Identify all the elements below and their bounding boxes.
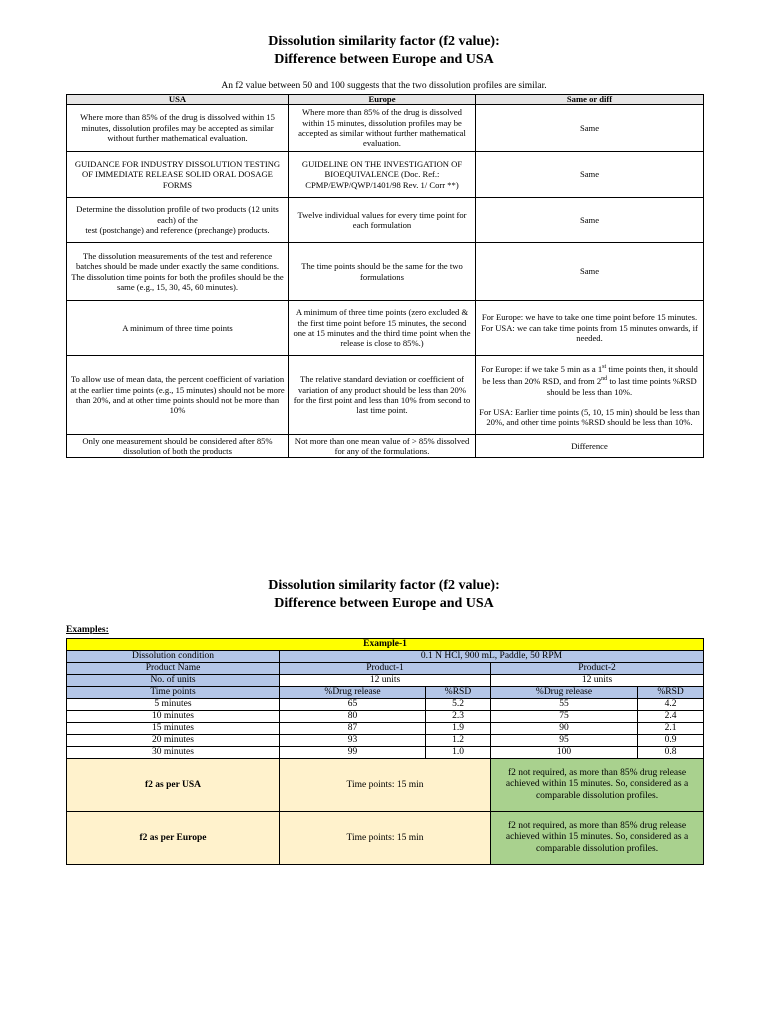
product-2-rsd-header: %RSD [638, 687, 704, 699]
product-1-rsd: 5.2 [426, 699, 491, 711]
comparison-table [66, 94, 704, 458]
product-2-release: 55 [491, 699, 638, 711]
example-title-row [67, 639, 704, 651]
usa-cell: The dissolution measurements of the test and reference batches should be made under exactly the same conditions. The dissolution time points for both the profiles should be the same (e.g., 15, 30, 45, 60 minutes). [67, 243, 289, 301]
table-row [67, 699, 704, 711]
f2-europe-label: f2 as per Europe [67, 812, 280, 865]
product-2-name: Product-2 [491, 663, 704, 675]
usa-cell: To allow use of mean data, the percent coefficient of variation at the earlier time points (e.g., 15 minutes) should not be more than 20%, and at other time points should not be more than 10% [67, 356, 289, 435]
product-1-rsd: 1.9 [426, 723, 491, 735]
f2-usa-timepoints: Time points: 15 min [280, 759, 491, 812]
product-2-release: 90 [491, 723, 638, 735]
f2-europe-timepoints: Time points: 15 min [280, 812, 491, 865]
example-title: Example-1 [67, 639, 704, 651]
product-2-rsd: 2.1 [638, 723, 704, 735]
time-point: 10 minutes [67, 711, 280, 723]
product-1-release-header: %Drug release [280, 687, 426, 699]
table-row [67, 152, 704, 198]
usa-cell: Determine the dissolution profile of two products (12 units each) of the test (postchange) and reference (prechange) products. [67, 198, 289, 243]
product-1-release: 65 [280, 699, 426, 711]
f2-europe-row [67, 812, 704, 865]
time-point: 15 minutes [67, 723, 280, 735]
f2-usa-conclusion: f2 not required, as more than 85% drug release achieved within 15 minutes. So, considered as a comparable dissolution profiles. [491, 759, 704, 812]
column-header-row [67, 687, 704, 699]
usa-cell: A minimum of three time points [67, 301, 289, 356]
product-1-release: 99 [280, 747, 426, 759]
table-row [67, 711, 704, 723]
table-row [67, 735, 704, 747]
f2-note: An f2 value between 50 and 100 suggests that the two dissolution profiles are similar. [221, 81, 547, 91]
product-1-name: Product-1 [280, 663, 491, 675]
diff-usa-note: For USA: Earlier time points (5, 10, 15 min) should be less than 20%, and other time points %RSD should be less than 10%. [479, 407, 700, 428]
product-1-rsd: 1.0 [426, 747, 491, 759]
examples-label: Examples: [66, 625, 109, 635]
time-points-label: Time points [67, 687, 280, 699]
header-same-or-diff: Same or diff [476, 95, 704, 105]
header-usa: USA [67, 95, 289, 105]
product-2-rsd: 0.9 [638, 735, 704, 747]
time-point: 20 minutes [67, 735, 280, 747]
diff-europe-note: For Europe: if we take 5 min as a 1st time points then, it should be less than 20% RSD, and from 2nd to last time points %RSD should be less than 10%. [481, 363, 698, 397]
product-2-rsd: 4.2 [638, 699, 704, 711]
dissolution-condition-value: 0.1 N HCl, 900 mL, Paddle, 50 RPM [280, 651, 704, 663]
product-2-rsd: 0.8 [638, 747, 704, 759]
europe-cell: A minimum of three time points (zero excluded & the first time point before 15 minutes, the second one at 15 minutes and the third time point when the release is close to 85%.) [289, 301, 476, 356]
product-1-release: 80 [280, 711, 426, 723]
diff-cell: Same [476, 105, 704, 152]
units-label: No. of units [67, 675, 280, 687]
product-2-release: 95 [491, 735, 638, 747]
product-name-label: Product Name [67, 663, 280, 675]
diff-cell: Same [476, 198, 704, 243]
product-2-release-header: %Drug release [491, 687, 638, 699]
diff-cell: Same [476, 152, 704, 198]
example-table [66, 638, 704, 865]
table-row [67, 356, 704, 435]
table-row [67, 105, 704, 152]
usa-cell: Only one measurement should be considered after 85% dissolution of both the products [67, 435, 289, 458]
table-row [67, 198, 704, 243]
product-2-release: 75 [491, 711, 638, 723]
usa-cell: GUIDANCE FOR INDUSTRY DISSOLUTION TESTING OF IMMEDIATE RELEASE SOLID ORAL DOSAGE FORMS [67, 152, 289, 198]
header-europe: Europe [289, 95, 476, 105]
product-2-units: 12 units [491, 675, 704, 687]
title-line-2: Difference between Europe and USA [274, 596, 494, 611]
diff-cell: Difference [476, 435, 704, 458]
europe-cell: GUIDELINE ON THE INVESTIGATION OF BIOEQUIVALENCE (Doc. Ref.: CPMP/EWP/QWP/1401/98 Rev. 1/ Corr **) [289, 152, 476, 198]
europe-cell: The relative standard deviation or coefficient of variation of any product should be less than 20% for the first point and less than 10% from second to last time point. [289, 356, 476, 435]
units-row [67, 675, 704, 687]
europe-cell: Not more than one mean value of > 85% dissolved for any of the formulations. [289, 435, 476, 458]
product-1-release: 87 [280, 723, 426, 735]
product-1-units: 12 units [280, 675, 491, 687]
usa-cell: Where more than 85% of the drug is dissolved within 15 minutes, dissolution profiles may be accepted as similar without further mathematical evaluation. [67, 105, 289, 152]
europe-cell: Twelve individual values for every time point for each formulation [289, 198, 476, 243]
title-line-1: Dissolution similarity factor (f2 value): [268, 578, 500, 593]
time-point: 30 minutes [67, 747, 280, 759]
product-1-rsd-header: %RSD [426, 687, 491, 699]
table-row [67, 435, 704, 458]
title-line-1: Dissolution similarity factor (f2 value): [268, 34, 500, 49]
table-row [67, 243, 704, 301]
table-row [67, 301, 704, 356]
time-point: 5 minutes [67, 699, 280, 711]
diff-cell: For Europe: we have to take one time point before 15 minutes. For USA: we can take time points from 15 minutes onwards, if needed. [476, 301, 704, 356]
product-2-release: 100 [491, 747, 638, 759]
product-name-row [67, 663, 704, 675]
comparison-header-row [67, 95, 704, 105]
f2-europe-conclusion: f2 not required, as more than 85% drug release achieved within 15 minutes. So, considered as a comparable dissolution profiles. [491, 812, 704, 865]
dissolution-condition-row [67, 651, 704, 663]
diff-cell: Same [476, 243, 704, 301]
diff-cell [476, 356, 704, 435]
product-2-rsd: 2.4 [638, 711, 704, 723]
title-line-2: Difference between Europe and USA [274, 52, 494, 67]
page-title-1 [0, 33, 768, 69]
dissolution-condition-label: Dissolution condition [67, 651, 280, 663]
europe-cell: Where more than 85% of the drug is dissolved within 15 minutes, dissolution profiles may be accepted as similar without further mathematical evaluation. [289, 105, 476, 152]
europe-cell: The time points should be the same for the two formulations [289, 243, 476, 301]
product-1-rsd: 2.3 [426, 711, 491, 723]
f2-usa-row [67, 759, 704, 812]
f2-usa-label: f2 as per USA [67, 759, 280, 812]
table-row [67, 747, 704, 759]
product-1-release: 93 [280, 735, 426, 747]
page-title-2 [0, 577, 768, 613]
product-1-rsd: 1.2 [426, 735, 491, 747]
table-row [67, 723, 704, 735]
